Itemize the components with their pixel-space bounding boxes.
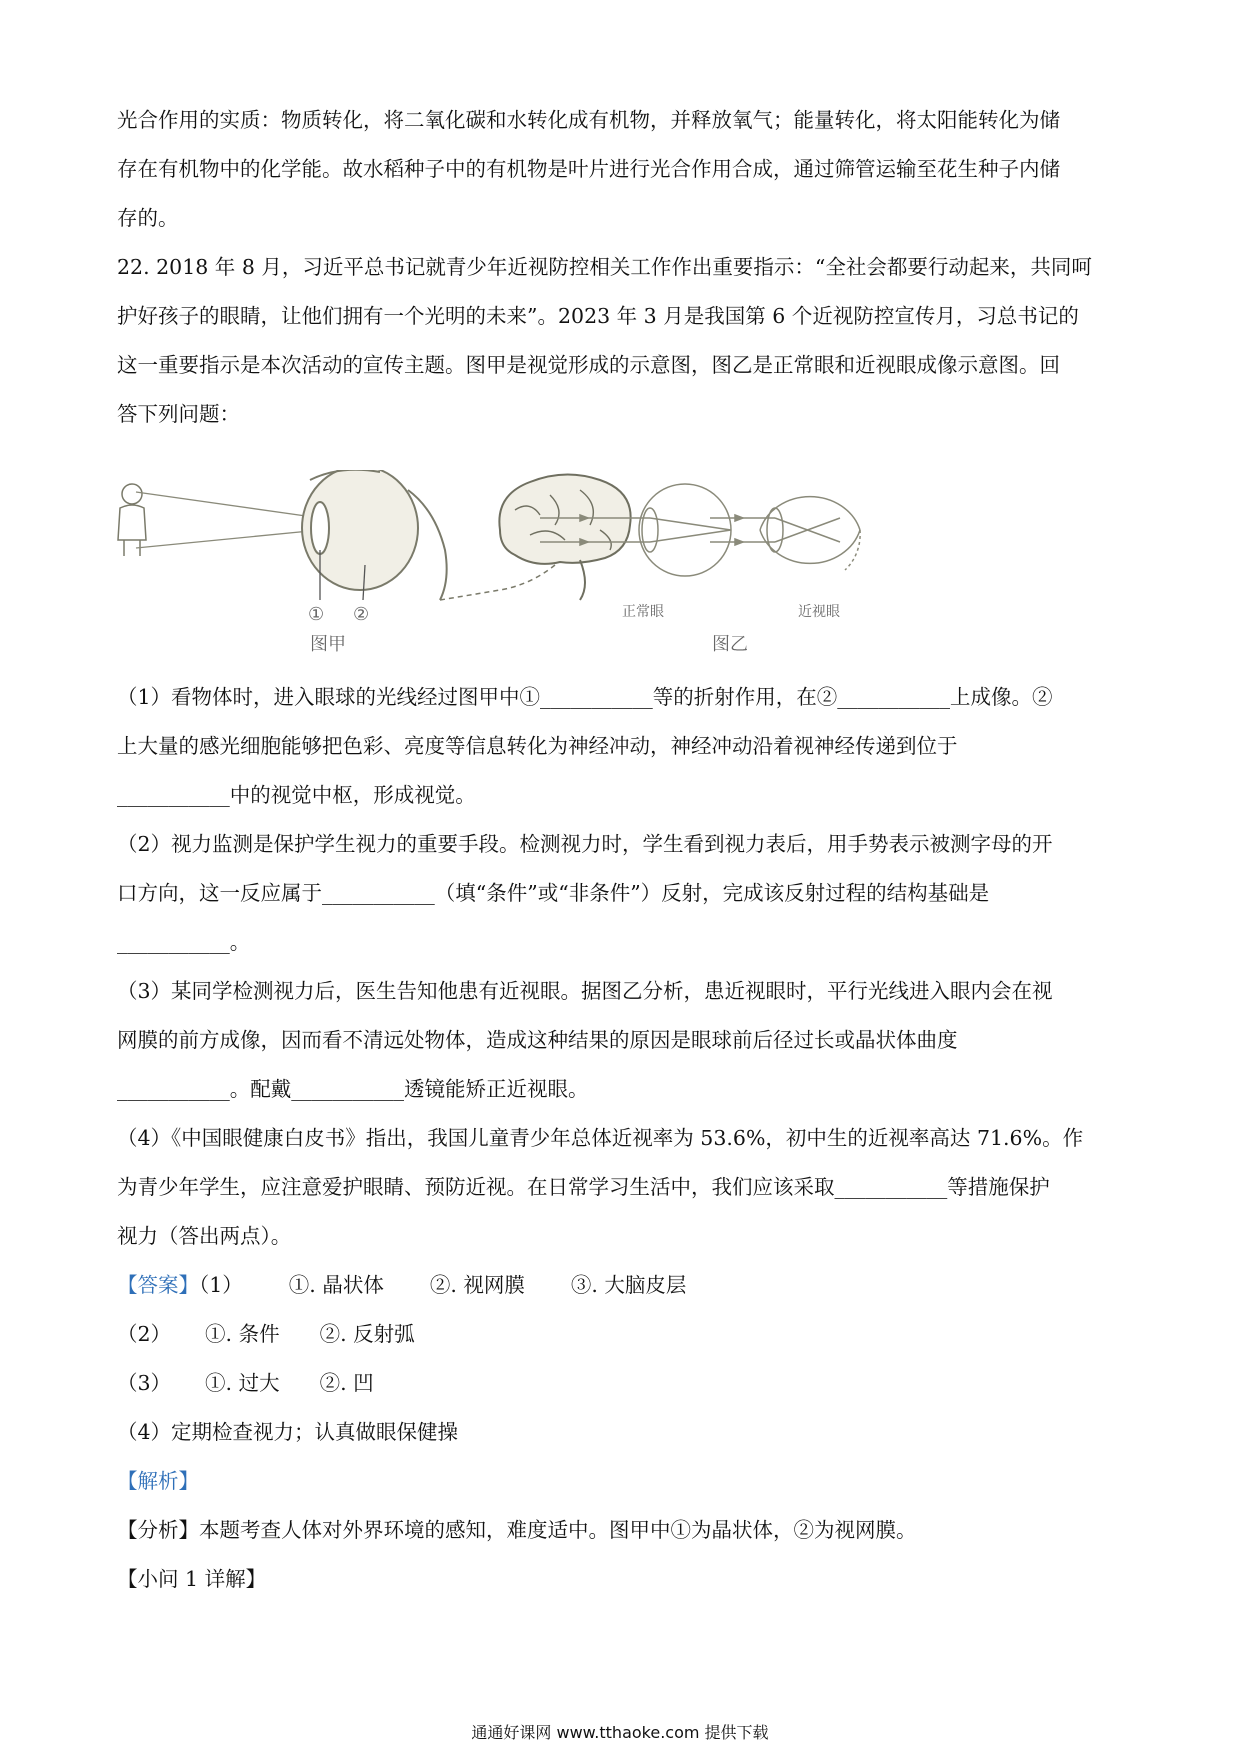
- answer-item: ②. 凹: [319, 1371, 374, 1395]
- child-figure-icon: [118, 484, 146, 556]
- myopic-eye-label: 近视眼: [798, 604, 840, 620]
- question-22-line: 护好孩子的眼睛，让他们拥有一个光明的未来”。2023 年 3 月是我国第 6 个近视防控宣传月，习总书记的: [117, 304, 1079, 328]
- vision-figure: [110, 470, 910, 670]
- optic-nerve: [440, 565, 555, 600]
- subquestion-3-line: 网膜的前方成像，因而看不清远处物体，造成这种结果的原因是眼球前后径过长或晶状体曲度: [117, 1028, 958, 1052]
- subquestion-4-line: 视力（答出两点）。: [117, 1224, 292, 1248]
- answer-line-4: （4）定期检查视力；认真做眼保健操: [117, 1420, 459, 1444]
- caption-figure-jia: 图甲: [310, 634, 346, 655]
- figure-label-1: ①: [308, 604, 325, 625]
- answer-line-3: [117, 1371, 1127, 1395]
- myopic-eye-diagram: [710, 497, 860, 570]
- answer-item: ①. 晶状体: [288, 1273, 384, 1297]
- analysis-fenxi: 【分析】本题考查人体对外界环境的感知，难度适中。图甲中①为晶状体，②为视网膜。: [117, 1518, 917, 1542]
- subquestion-1-line: （1）看物体时，进入眼球的光线经过图甲中①___________等的折射作用，在②___________上成像。②: [117, 685, 1053, 709]
- subquestion-4-line: （4）《中国眼健康白皮书》指出，我国儿童青少年总体近视率为 53.6%，初中生的近视率高达 71.6%。作: [117, 1126, 1084, 1150]
- page-footer: 通通好课网 www.tthaoke.com 提供下载: [471, 1723, 769, 1742]
- subquestion-1-line: 上大量的感光细胞能够把色彩、亮度等信息转化为神经冲动，神经冲动沿着视神经传递到位于: [117, 734, 958, 758]
- answer-line-1: [117, 1273, 1127, 1297]
- caption-figure-yi: 图乙: [712, 634, 748, 655]
- subquestion-2-line: ___________。: [117, 930, 251, 954]
- question-22-line: 答下列问题：: [117, 402, 240, 426]
- normal-eye-label: 正常眼: [622, 604, 664, 620]
- answer-item: ①. 条件: [205, 1322, 280, 1346]
- answer-item: ②. 反射弧: [319, 1322, 415, 1346]
- subquestion-2-line: 口方向，这一反应属于___________（填“条件”或“非条件”）反射，完成该反射过程的结构基础是: [117, 881, 990, 905]
- paragraph-line: 存在有机物中的化学能。故水稻种子中的有机物是叶片进行光合作用合成，通过筛管运输至花生种子内储: [117, 157, 1060, 181]
- subquestion-3-line: ___________。配戴___________透镜能矫正近视眼。: [117, 1077, 589, 1101]
- brain-icon: [499, 474, 630, 600]
- answer-prefix: （1）: [199, 1273, 243, 1297]
- subquestion-1-line: ___________中的视觉中枢，形成视觉。: [117, 783, 476, 807]
- question-22-line: 这一重要指示是本次活动的宣传主题。图甲是视觉形成的示意图，图乙是正常眼和近视眼成像示意图。回: [117, 353, 1060, 377]
- subquestion-2-line: （2）视力监测是保护学生视力的重要手段。检测视力时，学生看到视力表后，用手势表示被测字母的开: [117, 832, 1053, 856]
- answer-item: ①. 过大: [205, 1371, 280, 1395]
- analysis-tag: 【解析】: [117, 1469, 199, 1493]
- paragraph-line: 存的。: [117, 206, 179, 230]
- answer-item: ③. 大脑皮层: [570, 1273, 687, 1297]
- eyeball-diagram: [302, 470, 447, 600]
- answer-prefix: （3）: [117, 1371, 172, 1395]
- paragraph-line: 光合作用的实质：物质转化，将二氧化碳和水转化成有机物，并释放氧气；能量转化，将太阳能转化为储: [117, 108, 1060, 132]
- answer-prefix: （2）: [117, 1322, 172, 1346]
- question-22-line: 22. 2018 年 8 月，习近平总书记就青少年近视防控相关工作作出重要指示：“全社会都要行动起来，共同呵: [117, 255, 1092, 279]
- analysis-xiaowen-1: 【小问 1 详解】: [117, 1567, 267, 1591]
- answer-item: ②. 视网膜: [429, 1273, 525, 1297]
- figure-label-2: ②: [353, 604, 370, 625]
- subquestion-3-line: （3）某同学检测视力后，医生告知他患有近视眼。据图乙分析，患近视眼时，平行光线进入眼内会在视: [117, 979, 1053, 1003]
- answer-line-2: [117, 1322, 1127, 1346]
- answer-tag: 【答案】: [117, 1273, 199, 1297]
- subquestion-4-line: 为青少年学生，应注意爱护眼睛、预防近视。在日常学习生活中，我们应该采取___________等措施保护: [117, 1175, 1050, 1199]
